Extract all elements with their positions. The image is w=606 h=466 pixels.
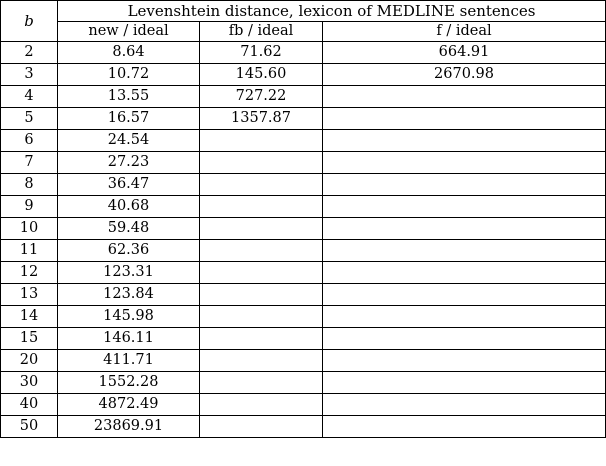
- cell-new-ideal: 27.23: [58, 152, 200, 174]
- cell-b: 12: [1, 262, 58, 284]
- cell-fb-ideal: [200, 130, 323, 152]
- cell-fb-ideal: [200, 306, 323, 328]
- cell-b: 9: [1, 196, 58, 218]
- cell-f-ideal: [323, 86, 606, 108]
- cell-new-ideal: 411.71: [58, 350, 200, 372]
- column-header-new-ideal: new / ideal: [58, 22, 200, 42]
- cell-f-ideal: 2670.98: [323, 64, 606, 86]
- cell-b: 6: [1, 130, 58, 152]
- cell-f-ideal: [323, 328, 606, 350]
- cell-fb-ideal: 1357.87: [200, 108, 323, 130]
- cell-fb-ideal: [200, 394, 323, 416]
- table-row: [1, 372, 606, 394]
- cell-new-ideal: 13.55: [58, 86, 200, 108]
- cell-f-ideal: [323, 218, 606, 240]
- cell-fb-ideal: [200, 284, 323, 306]
- cell-fb-ideal: [200, 372, 323, 394]
- cell-new-ideal: 145.98: [58, 306, 200, 328]
- cell-new-ideal: 123.31: [58, 262, 200, 284]
- column-header-fb-ideal: fb / ideal: [200, 22, 323, 42]
- cell-f-ideal: [323, 284, 606, 306]
- cell-b: 14: [1, 306, 58, 328]
- table-row: [1, 64, 606, 86]
- cell-f-ideal: [323, 108, 606, 130]
- cell-b: 11: [1, 240, 58, 262]
- row-header-b: b: [1, 1, 58, 42]
- cell-fb-ideal: 145.60: [200, 64, 323, 86]
- cell-new-ideal: 40.68: [58, 196, 200, 218]
- table-row: [1, 42, 606, 64]
- cell-fb-ideal: 71.62: [200, 42, 323, 64]
- cell-b: 30: [1, 372, 58, 394]
- cell-new-ideal: 8.64: [58, 42, 200, 64]
- cell-f-ideal: [323, 350, 606, 372]
- table-body: [1, 42, 606, 438]
- cell-new-ideal: 36.47: [58, 174, 200, 196]
- cell-new-ideal: 4872.49: [58, 394, 200, 416]
- cell-fb-ideal: [200, 152, 323, 174]
- cell-b: 3: [1, 64, 58, 86]
- cell-fb-ideal: [200, 240, 323, 262]
- cell-f-ideal: [323, 196, 606, 218]
- cell-f-ideal: [323, 416, 606, 438]
- cell-f-ideal: [323, 394, 606, 416]
- cell-b: 13: [1, 284, 58, 306]
- cell-b: 40: [1, 394, 58, 416]
- cell-fb-ideal: [200, 196, 323, 218]
- cell-b: 20: [1, 350, 58, 372]
- table-row: [1, 416, 606, 438]
- cell-new-ideal: 1552.28: [58, 372, 200, 394]
- cell-new-ideal: 123.84: [58, 284, 200, 306]
- cell-b: 10: [1, 218, 58, 240]
- header-row-group: [1, 1, 606, 22]
- table-row: [1, 394, 606, 416]
- table-row: [1, 328, 606, 350]
- cell-b: 7: [1, 152, 58, 174]
- cell-f-ideal: [323, 262, 606, 284]
- table-header: [1, 1, 606, 42]
- cell-f-ideal: [323, 372, 606, 394]
- cell-b: 50: [1, 416, 58, 438]
- cell-fb-ideal: [200, 218, 323, 240]
- cell-new-ideal: 24.54: [58, 130, 200, 152]
- cell-b: 2: [1, 42, 58, 64]
- table-row: [1, 152, 606, 174]
- cell-b: 5: [1, 108, 58, 130]
- table-row: [1, 240, 606, 262]
- cell-f-ideal: [323, 152, 606, 174]
- table-row: [1, 262, 606, 284]
- cell-new-ideal: 10.72: [58, 64, 200, 86]
- table-row: [1, 218, 606, 240]
- cell-new-ideal: 59.48: [58, 218, 200, 240]
- cell-b: 4: [1, 86, 58, 108]
- cell-fb-ideal: [200, 262, 323, 284]
- cell-b: 8: [1, 174, 58, 196]
- group-header: Levenshtein distance, lexicon of MEDLINE sentences: [58, 1, 606, 22]
- table-row: [1, 196, 606, 218]
- cell-new-ideal: 62.36: [58, 240, 200, 262]
- table-row: [1, 350, 606, 372]
- cell-new-ideal: 16.57: [58, 108, 200, 130]
- cell-f-ideal: [323, 240, 606, 262]
- cell-f-ideal: [323, 130, 606, 152]
- header-row-columns: [1, 22, 606, 42]
- cell-fb-ideal: [200, 416, 323, 438]
- table-row: [1, 130, 606, 152]
- cell-fb-ideal: [200, 328, 323, 350]
- table-row: [1, 284, 606, 306]
- table-row: [1, 108, 606, 130]
- table-row: [1, 306, 606, 328]
- cell-f-ideal: 664.91: [323, 42, 606, 64]
- table-row: [1, 174, 606, 196]
- cell-fb-ideal: [200, 350, 323, 372]
- table-row: [1, 86, 606, 108]
- cell-new-ideal: 23869.91: [58, 416, 200, 438]
- cell-b: 15: [1, 328, 58, 350]
- cell-new-ideal: 146.11: [58, 328, 200, 350]
- cell-f-ideal: [323, 174, 606, 196]
- cell-f-ideal: [323, 306, 606, 328]
- cell-fb-ideal: 727.22: [200, 86, 323, 108]
- cell-fb-ideal: [200, 174, 323, 196]
- column-header-f-ideal: f / ideal: [323, 22, 606, 42]
